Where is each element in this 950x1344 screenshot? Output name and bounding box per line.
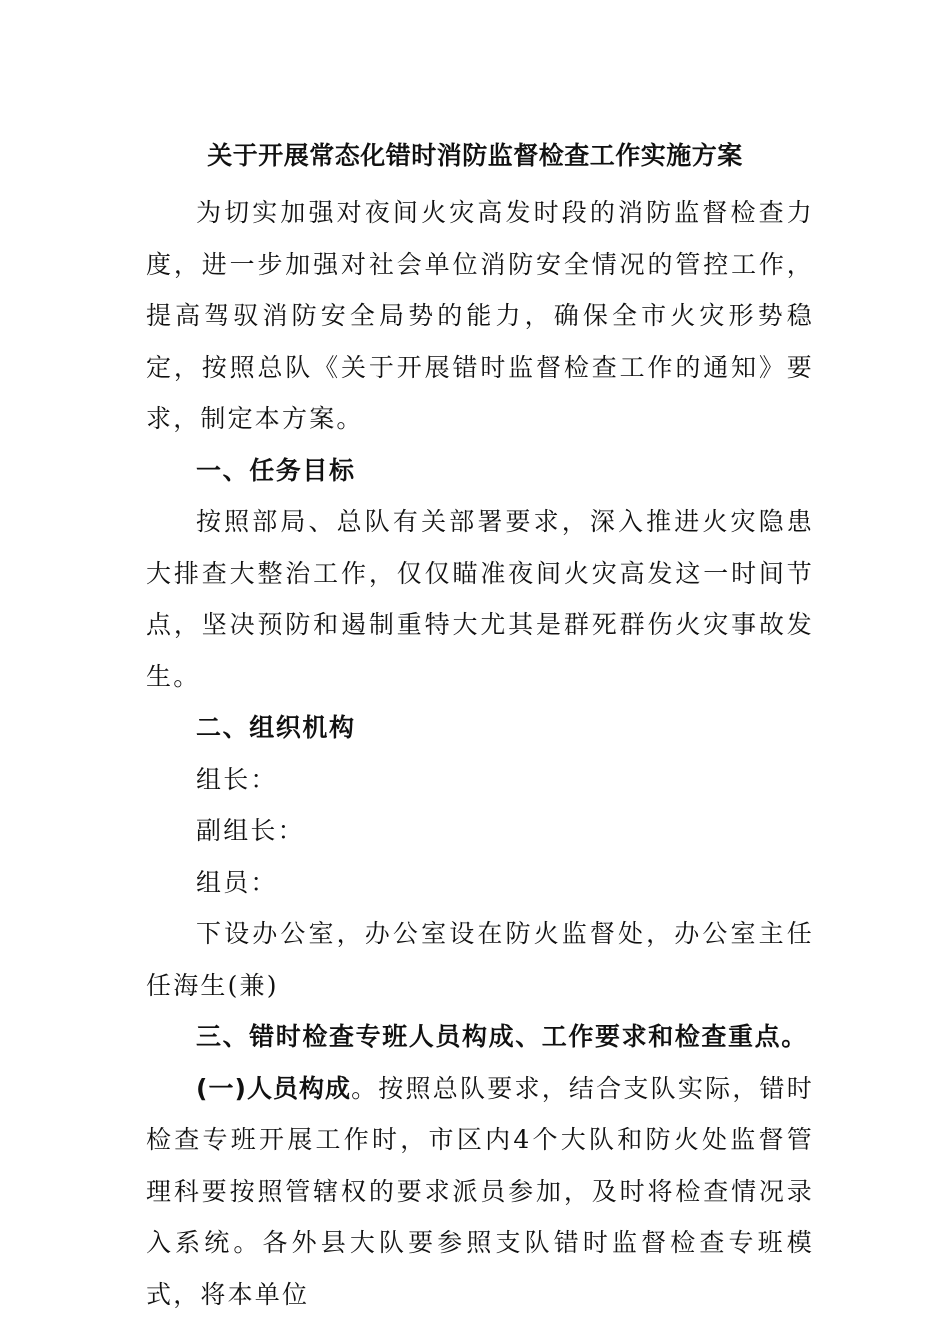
task-goals-paragraph: 按照部局、总队有关部署要求，深入推进火灾隐患大排查大整治工作，仅仅瞄准夜间火灾高发这一时间节点，坚决预防和遏制重特大尤其是群死群伤火灾事故发生。 (146, 507, 814, 691)
section-heading-staffing: 三、错时检查专班人员构成、工作要求和检查重点。 (196, 1022, 808, 1051)
section-heading-task-goals: 一、任务目标 (196, 455, 356, 485)
members-line: 组员： (196, 867, 278, 897)
document-body (146, 187, 814, 1320)
staffing-text: 。按照总队要求，结合支队实际，错时检查专班开展工作时，市区内4个大队和防火处监督管理科要按照管辖权的要求派员参加，及时将检查情况录入系统。各外县大队要参照支队错时监督检查专班模式，将本单位 (146, 1073, 814, 1309)
staffing-lead: (一)人员构成 (196, 1073, 352, 1103)
office-paragraph: 下设办公室，办公室设在防火监督处，办公室主任任海生(兼) (146, 919, 814, 1000)
deputy-leader-line: 副组长： (196, 816, 305, 845)
section-heading-organization: 二、组织机构 (196, 713, 356, 742)
staffing-paragraph (146, 1063, 814, 1321)
document-title: 关于开展常态化错时消防监督检查工作实施方案 (207, 141, 743, 170)
leader-line: 组长： (196, 764, 278, 794)
intro-paragraph: 为切实加强对夜间火灾高发时段的消防监督检查力度，进一步加强对社会单位消防安全情况的管控工作，提高驾驭消防安全局势的能力，确保全市火灾形势稳定，按照总队《关于开展错时监督检查工作的通知》要求，制定本方案。 (146, 198, 814, 433)
